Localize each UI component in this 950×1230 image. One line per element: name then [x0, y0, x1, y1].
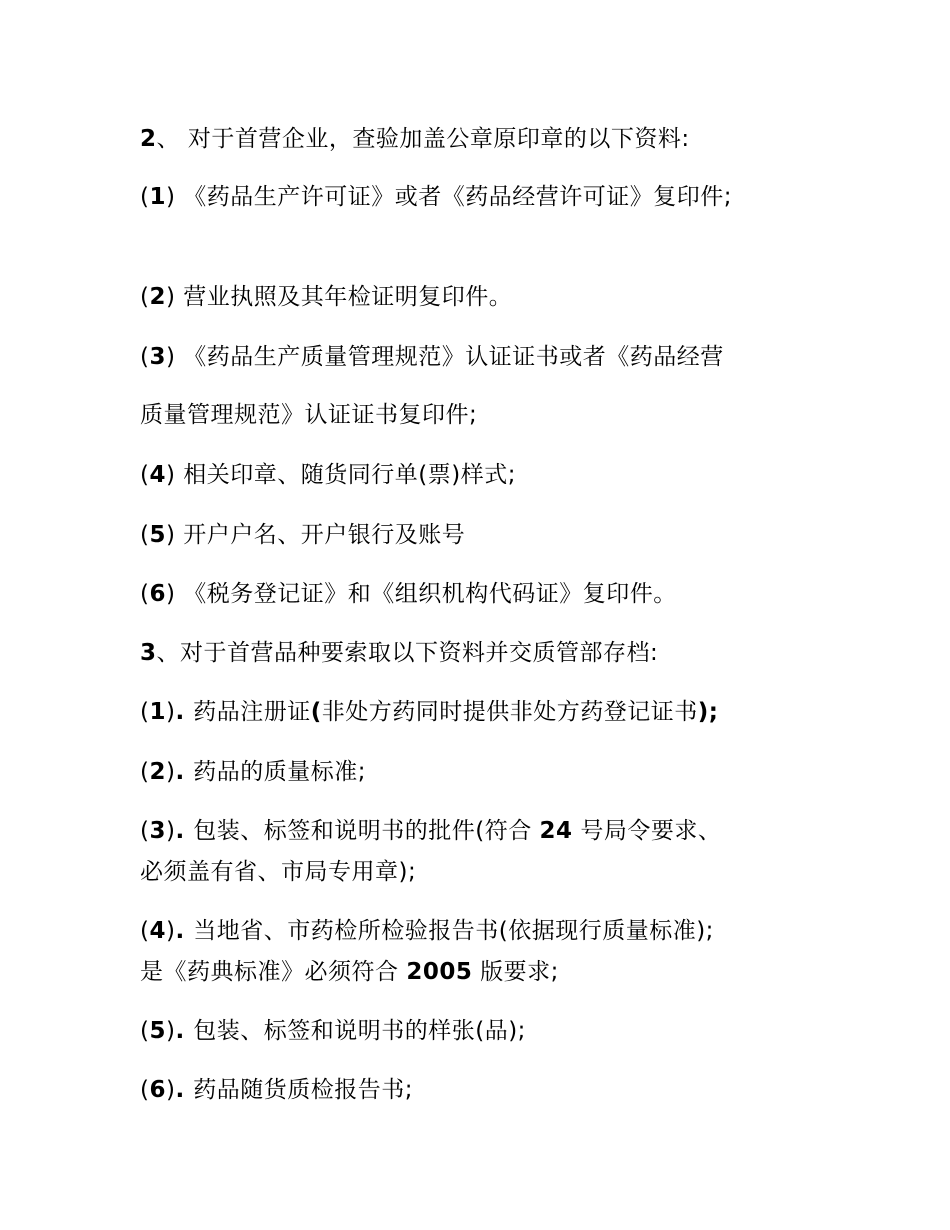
list-item: (6) 《税务登记证》和《组织机构代码证》复印件。 [140, 581, 677, 607]
list-item: (6). 药品随货质检报告书; [140, 1077, 413, 1103]
item-text: 药品的质量标准; [193, 759, 366, 785]
item-text: 非处方药同时提供非处方药登记证书 [321, 699, 698, 725]
item-number: 4 [149, 462, 166, 488]
item-text: 营业执照及其年检证明复印件。 [183, 284, 513, 310]
list-item: (2) 营业执照及其年检证明复印件。 [140, 284, 513, 310]
item-number: 5 [149, 1018, 166, 1044]
list-item: (2). 药品的质量标准; [140, 759, 366, 785]
item-text: 包装、标签和说明书的样张(品); [193, 1018, 526, 1044]
list-item-continuation [140, 400, 840, 430]
item-text: 药品随货质检报告书; [193, 1077, 413, 1103]
item-number: 4 [149, 918, 166, 944]
item-number: 6 [149, 1077, 166, 1103]
item-text: 开户户名、开户银行及账号 [183, 522, 466, 548]
heading-number: 3 [140, 640, 157, 666]
list-item: (1) 《药品生产许可证》或者《药品经营许可证》复印件; [140, 184, 733, 210]
list-item: (5). 包装、标签和说明书的样张(品); [140, 1018, 526, 1044]
item-text: 版要求; [472, 959, 559, 985]
list-item: (1). 药品注册证(非处方药同时提供非处方药登记证书); [140, 699, 719, 725]
item-number: 6 [149, 581, 166, 607]
item-text: 药品注册证 [193, 699, 311, 725]
item-text: 质量管理规范》认证证书复印件; [140, 402, 478, 428]
item-text: 号局令要求、 [572, 818, 722, 844]
heading-number: 2 [140, 126, 157, 152]
list-item-continuation [140, 857, 840, 887]
item-text: 是《药典标准》必须符合 [140, 959, 407, 985]
item-number: 5 [149, 522, 166, 548]
item-number: 3 [149, 818, 166, 844]
item-text: 相关印章、随货同行单(票)样式; [183, 462, 516, 488]
item-text: 《药品生产许可证》或者《药品经营许可证》复印件; [183, 184, 733, 210]
item-number: 3 [149, 344, 166, 370]
item-number: 2 [149, 759, 166, 785]
item-number: 1 [149, 184, 166, 210]
list-item: (5) 开户户名、开户银行及账号 [140, 522, 466, 548]
list-item: (4) 相关印章、随货同行单(票)样式; [140, 462, 516, 488]
item-number: 1 [149, 699, 166, 725]
item-text: 当地省、市药检所检验报告书(依据现行质量标准); [193, 918, 714, 944]
heading-text: 、 对于首营企业，查验加盖公章原印章的以下资料: [156, 126, 690, 152]
item-number: 2 [149, 284, 166, 310]
item-text: 包装、标签和说明书的批件(符合 [193, 818, 540, 844]
list-item: (4). 当地省、市药检所检验报告书(依据现行质量标准); [140, 918, 714, 944]
list-item: (3). 包装、标签和说明书的批件(符合 24 号局令要求、 [140, 818, 722, 844]
item-text: 《药品生产质量管理规范》认证证书或者《药品经营 [183, 344, 724, 370]
item-text: 必须盖有省、市局专用章); [140, 859, 417, 885]
section-2-heading [140, 124, 840, 154]
item-text: 《税务登记证》和《组织机构代码证》复印件。 [183, 581, 677, 607]
list-item: (3) 《药品生产质量管理规范》认证证书或者《药品经营 [140, 344, 724, 370]
section-3-heading [140, 638, 840, 668]
heading-text: 、对于首营品种要索取以下资料并交质管部存档: [156, 640, 659, 666]
list-item-continuation: 是《药典标准》必须符合 2005 版要求; [140, 959, 559, 985]
